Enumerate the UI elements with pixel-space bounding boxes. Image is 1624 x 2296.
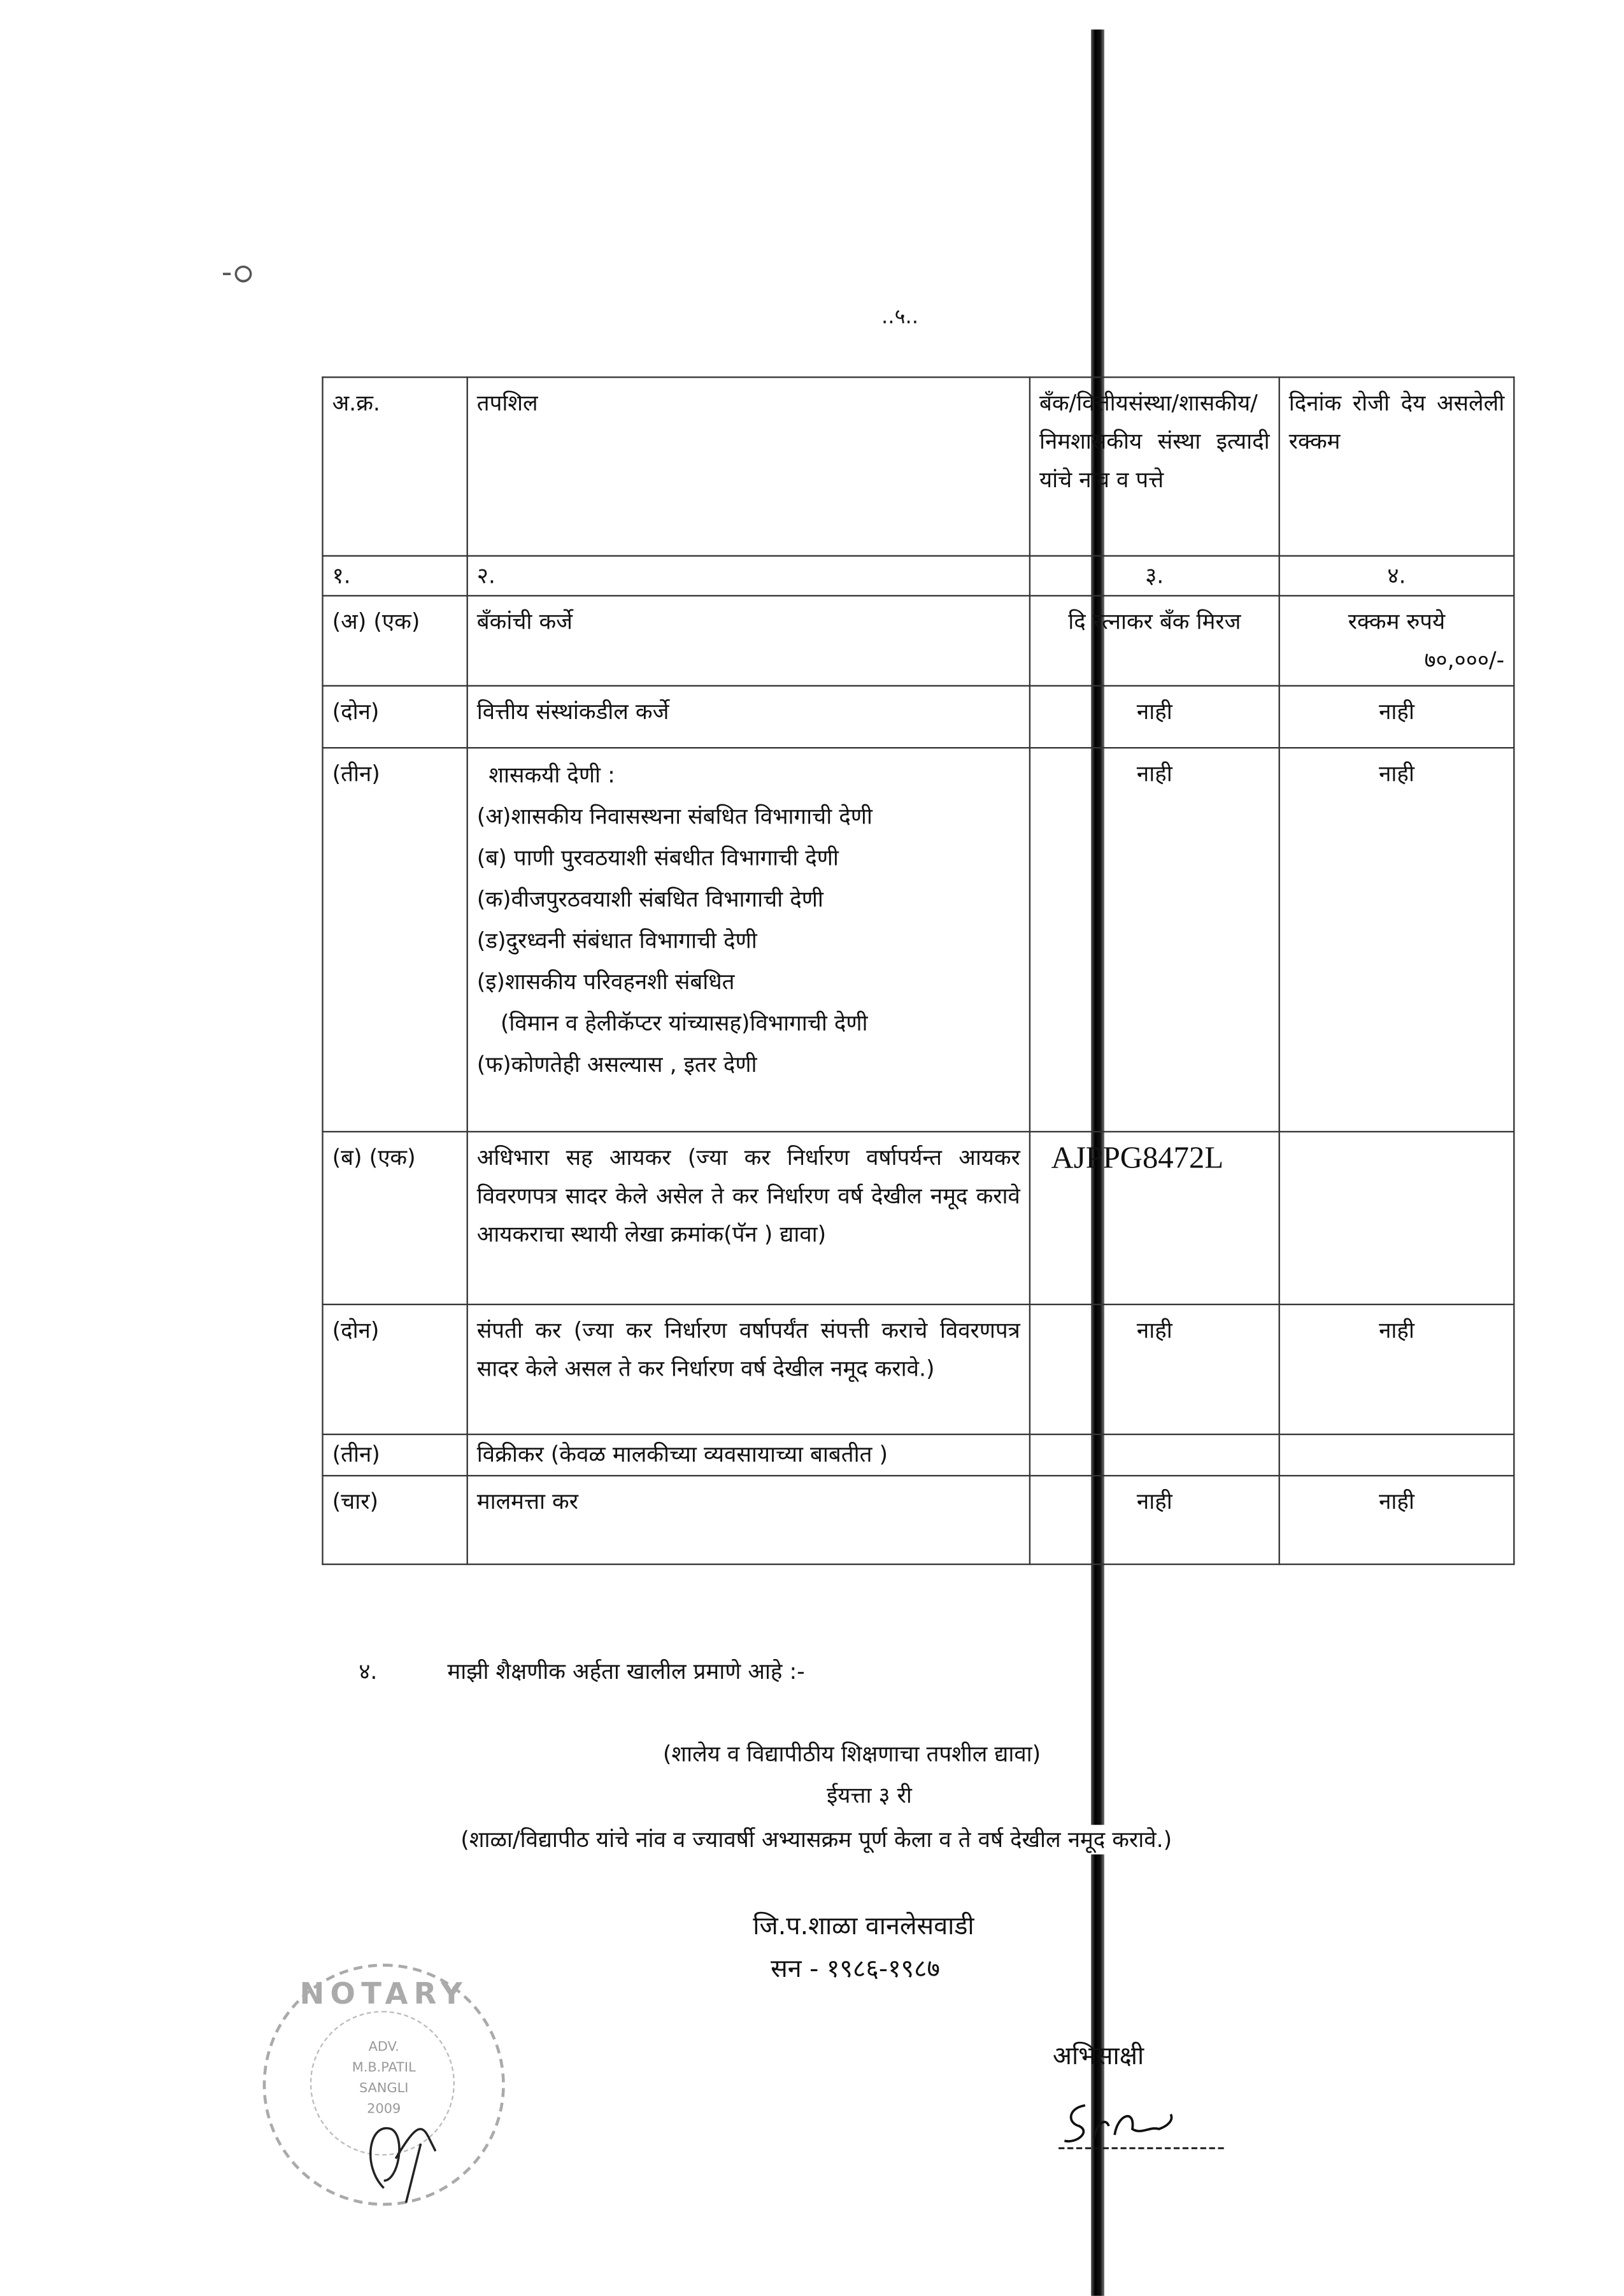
col-number: २.: [467, 556, 1030, 596]
education-note: (शाळा/विद्यापीठ यांचे नांव व ज्यावर्षी अभ्यासक्रम पूर्ण केला व ते वर्ष देखील नमूद करावे.): [458, 1825, 1175, 1854]
page-number: ..५..: [881, 305, 919, 329]
row-amount: [1279, 595, 1514, 685]
detail-item: (क)वीजपुरठवयाशी संबधित विभागाची देणी: [476, 885, 823, 913]
attestation-label: अभिसाक्षी: [1052, 2042, 1144, 2072]
column-number-row: [323, 556, 1514, 596]
header-detail: तपशिल: [467, 377, 1030, 555]
amount-value: ७०,०००/-: [1424, 646, 1505, 674]
row-detail: मालमत्ता कर: [467, 1476, 1030, 1564]
row-number: (दोन): [323, 686, 467, 748]
stamp-line: M.B.PATIL: [352, 2061, 416, 2076]
table-header-row: [323, 377, 1514, 555]
education-class: ईयत्ता ३ री: [827, 1782, 912, 1809]
row-amount: [1279, 1434, 1514, 1476]
row-number: (चार): [323, 1476, 467, 1564]
stamp-line: 2009: [367, 2102, 401, 2118]
row-amount: [1279, 1132, 1514, 1304]
header-amount: दिनांक रोजी देय असलेली रक्कम: [1279, 377, 1514, 555]
col-number: ३.: [1030, 556, 1279, 596]
table-row: [323, 1132, 1514, 1304]
detail-title: शासकयी देणी :: [488, 762, 615, 788]
detail-item: (ड)दुरध्वनी संबंधात विभागाची देणी: [476, 927, 757, 954]
col-number: १.: [323, 556, 467, 596]
table-row: [323, 748, 1514, 1132]
table-row: [323, 595, 1514, 685]
row-detail: वित्तीय संस्थांकडील कर्जे: [467, 686, 1030, 748]
row-amount: नाही: [1279, 1304, 1514, 1434]
detail-item: (अ)शासकीय निवासस्थना संबधित विभागाची देणी: [476, 803, 873, 830]
header-serial: अ.क्र.: [323, 377, 467, 555]
table-row: [323, 686, 1514, 748]
header-institution: बँक/वित्तीयसंस्था/शासकीय/निमशासकीय संस्था इत्यादी यांचे नांव व पत्ते: [1030, 377, 1279, 555]
attestation-signature: [1055, 2093, 1230, 2153]
stamp-signature: [354, 2099, 457, 2202]
stamp-line: ADV.: [368, 2040, 399, 2055]
stamp-title: NOTARY: [299, 1975, 468, 2011]
education-instruction: (शालेय व विद्यापीठीय शिक्षणाचा तपशील द्यावा): [660, 1739, 1044, 1769]
row-amount: नाही: [1279, 1476, 1514, 1564]
school-name: जि.प.शाळा वानलेसवाडी: [753, 1912, 974, 1942]
detail-item: (ब) पाणी पुरवठयाशी संबधीत विभागाची देणी: [476, 844, 839, 871]
row-amount: नाही: [1279, 748, 1514, 1132]
row-number: (तीन): [323, 1434, 467, 1476]
row-institution: दि रत्नाकर बँक मिरज: [1030, 595, 1279, 685]
table-row: [323, 1304, 1514, 1434]
row-number: (ब) (एक): [323, 1132, 467, 1304]
row-detail: विक्रीकर (केवळ मालकीच्या व्यवसायाच्या बाबतीत ): [467, 1434, 1030, 1476]
school-year: सन - १९८६-१९८७: [771, 1955, 941, 1985]
row-detail: बँकांची कर्जे: [467, 595, 1030, 685]
row-institution: नाही: [1030, 686, 1279, 748]
row-detail: अधिभारा सह आयकर (ज्या कर निर्धारण वर्षापर्यन्त आयकर विवरणपत्र सादर केले असेल ते कर निर्धारण वर्ष देखील नमूद करावे आयकराचा स्थायी लेखा क्रमांक(पॅन ) द्यावा): [467, 1132, 1030, 1304]
row-institution: नाही: [1030, 748, 1279, 1132]
liabilities-table: [322, 376, 1514, 1565]
detail-item: (विमान व हेलीकॅप्टर यांच्यासह)विभागाची देणी: [500, 1009, 868, 1037]
detail-item: (फ)कोणतेही असल्यास , इतर देणी: [476, 1051, 757, 1078]
row-amount: नाही: [1279, 686, 1514, 748]
row-number: (दोन): [323, 1304, 467, 1434]
row-institution: नाही: [1030, 1304, 1279, 1434]
row-institution: [1030, 1434, 1279, 1476]
row-detail: संपती कर (ज्या कर निर्धारण वर्षापर्यंत संपत्ती कराचे विवरणपत्र सादर केले असल ते कर निर्धारण वर्ष देखील नमूद करावे.): [467, 1304, 1030, 1434]
section-number: ४.: [359, 1658, 378, 1685]
row-number: (तीन): [323, 748, 467, 1132]
pan-number: AJPPG8472L: [1030, 1132, 1279, 1304]
col-number: ४.: [1279, 556, 1514, 596]
table-row: [323, 1476, 1514, 1564]
detail-item: (इ)शासकीय परिवहनशी संबधित: [476, 968, 735, 995]
row-detail: [467, 748, 1030, 1132]
stamp-line: SANGLI: [359, 2081, 409, 2097]
row-institution: नाही: [1030, 1476, 1279, 1564]
table-row: [323, 1434, 1514, 1476]
section-heading: माझी शैक्षणीक अर्हता खालील प्रमाणे आहे :-: [447, 1658, 805, 1685]
notary-stamp: [263, 1964, 505, 2206]
row-number: (अ) (एक): [323, 595, 467, 685]
amount-label: रक्कम रुपये: [1348, 608, 1446, 635]
corner-mark: -ഠ: [221, 253, 252, 290]
